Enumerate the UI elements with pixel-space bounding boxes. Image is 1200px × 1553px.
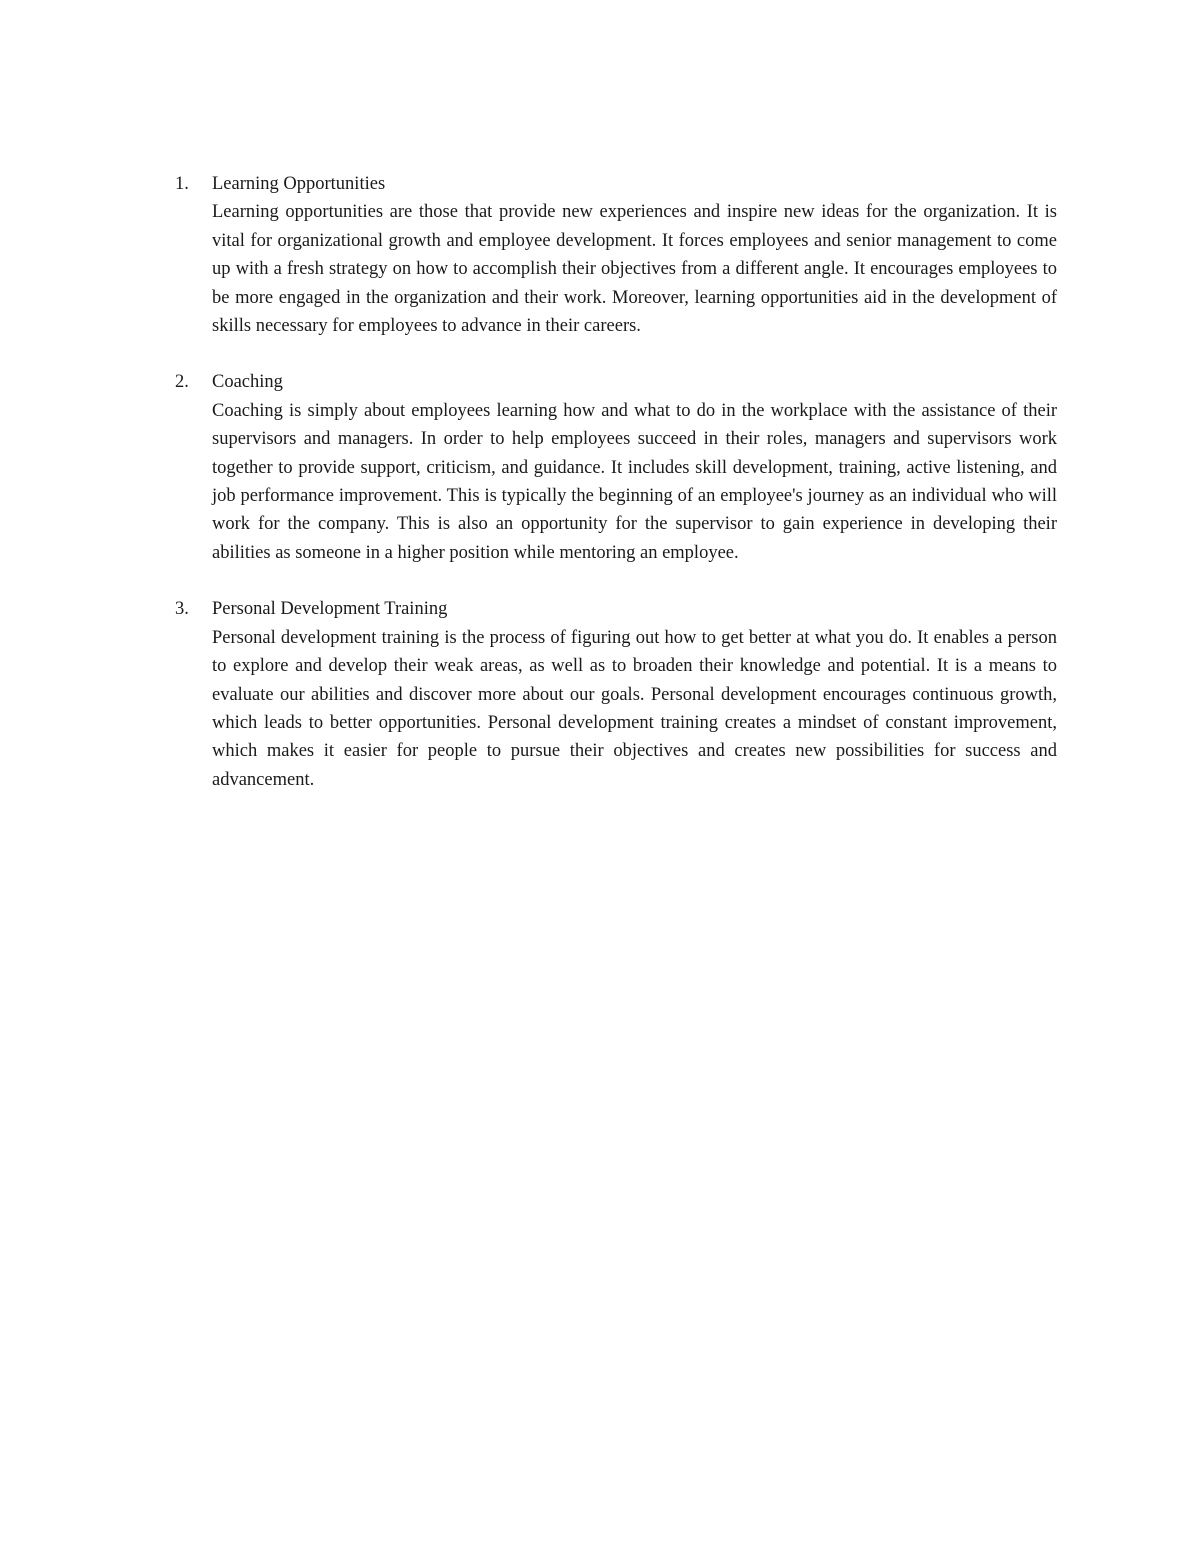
- list-item-heading: Personal Development Training: [212, 599, 448, 620]
- list-item-heading: Coaching: [212, 372, 283, 393]
- list-item: [175, 595, 1057, 794]
- list-item-paragraph: Learning opportunities are those that provide new experiences and inspire new ideas for the organization. It is vital for organizational growth and employee development. It forces employees and senior management to come up with a fresh strategy on how to accomplish their objectives from a different angle. It encourages employees to be more engaged in the organization and their work. Moreover, learning opportunities aid in the development of skills necessary for employees to advance in their careers.: [212, 202, 1057, 337]
- list-item-number: 3.: [175, 599, 189, 620]
- list-item-number: 1.: [175, 174, 189, 194]
- list-item-paragraph: Coaching is simply about employees learning how and what to do in the workplace with the assistance of their supervisors and managers. In order to help employees succeed in their roles, managers and supervisors work together to provide support, criticism, and guidance. It includes skill development, training, active listening, and job performance improvement. This is typically the beginning of an employee's journey as an individual who will work for the company. This is also an opportunity for the supervisor to gain experience in developing their abilities as someone in a higher position while mentoring an employee.: [212, 400, 1057, 563]
- list-item: [175, 368, 1057, 567]
- numbered-list: [175, 170, 1057, 822]
- list-item-heading: Learning Opportunities: [212, 174, 386, 194]
- list-item-number: 2.: [175, 372, 189, 393]
- list-item-paragraph: Personal development training is the process of figuring out how to get better at what you do. It enables a person to explore and develop their weak areas, as well as to broaden their knowledge and potential. It is a means to evaluate our abilities and discover more about our goals. Personal development encourages continuous growth, which leads to better opportunities. Personal development training creates a mindset of constant improvement, which makes it easier for people to pursue their objectives and creates new possibilities for success and advancement.: [212, 627, 1057, 790]
- list-item: [175, 170, 1057, 340]
